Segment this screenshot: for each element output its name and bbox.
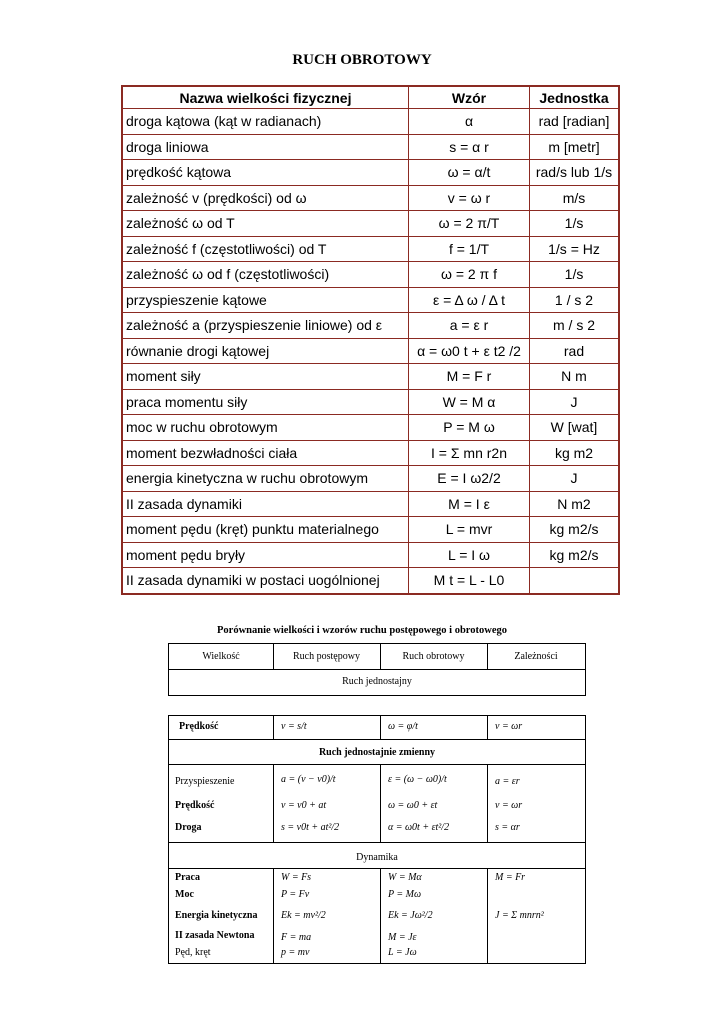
formula-velocity2-linear: v = v0 + at <box>281 800 327 811</box>
column-header-name: Nazwa wielkości fizycznej <box>122 86 409 109</box>
table-row <box>122 160 619 186</box>
formula-velocity-relation: v = ωr <box>495 721 523 732</box>
row-label-power: Moc <box>175 889 194 900</box>
quantity-name-cell: moc w ruchu obrotowym <box>122 415 409 441</box>
quantity-name-cell: zależność a (przyspieszenie liniowe) od ε <box>122 313 409 339</box>
quantity-name-cell: zależność v (prędkości) od ω <box>122 185 409 211</box>
unit-cell: N m2 <box>530 491 620 517</box>
quantity-name-cell: moment pędu (kręt) punktu materialnego <box>122 517 409 543</box>
formula-cell: M t = L - L0 <box>409 568 530 594</box>
row-label-velocity-2: Prędkość <box>175 800 215 811</box>
formula-newton-rotational: M = Jε <box>388 932 417 943</box>
table-row <box>122 211 619 237</box>
quantity-name-cell: zależność ω od T <box>122 211 409 237</box>
comparison-header-linear: Ruch postępowy <box>293 651 360 662</box>
comparison-header-quantity: Wielkość <box>202 651 240 662</box>
row-label-acceleration: Przyspieszenie <box>175 776 235 787</box>
formula-work-linear: W = Fs <box>281 872 312 883</box>
comparison-table-top <box>168 643 586 696</box>
formula-acceleration-rotational: ε = (ω − ω0)/t <box>388 774 447 785</box>
formula-cell: M = F r <box>409 364 530 390</box>
table-row <box>122 491 619 517</box>
formula-cell: f = 1/T <box>409 236 530 262</box>
quantity-name-cell: zależność ω od f (częstotliwości) <box>122 262 409 288</box>
formula-table <box>121 85 620 595</box>
table-row <box>122 440 619 466</box>
table-row <box>122 262 619 288</box>
unit-cell: m / s 2 <box>530 313 620 339</box>
unit-cell: J <box>530 389 620 415</box>
formula-distance-relation: s = αr <box>495 822 520 833</box>
unit-cell <box>530 568 620 594</box>
formula-cell: W = M α <box>409 389 530 415</box>
formula-distance-rotational: α = ω0t + εt²/2 <box>388 822 450 833</box>
formula-cell: ω = α/t <box>409 160 530 186</box>
section-dynamics: Dynamika <box>356 852 398 863</box>
table-row <box>122 338 619 364</box>
formula-power-linear: P = Fv <box>281 889 310 900</box>
unit-cell: N m <box>530 364 620 390</box>
unit-cell: 1/s <box>530 211 620 237</box>
row-label-kinetic-energy: Energia kinetyczna <box>175 910 258 921</box>
formula-cell: L = mvr <box>409 517 530 543</box>
row-label-newton-second-law: II zasada Newtona <box>175 930 255 941</box>
table-row <box>122 134 619 160</box>
quantity-name-cell: II zasada dynamiki w postaci uogólnionej <box>122 568 409 594</box>
formula-work-relation: M = Fr <box>495 872 526 883</box>
column-header-unit: Jednostka <box>530 86 620 109</box>
formula-acceleration-relation: a = εr <box>495 776 520 787</box>
unit-cell: kg m2 <box>530 440 620 466</box>
formula-acceleration-linear: a = (v − v0)/t <box>281 774 336 785</box>
unit-cell: kg m2/s <box>530 517 620 543</box>
row-label-momentum: Pęd, kręt <box>175 947 211 958</box>
formula-momentum-rotational: L = Jω <box>388 947 417 958</box>
formula-newton-linear: F = ma <box>281 932 312 943</box>
formula-cell: M = I ε <box>409 491 530 517</box>
comparison-header-rotational: Ruch obrotowy <box>402 651 465 662</box>
formula-cell: L = I ω <box>409 542 530 568</box>
formula-cell: α = ω0 t + ε t2 /2 <box>409 338 530 364</box>
formula-cell: a = ε r <box>409 313 530 339</box>
quantity-name-cell: droga liniowa <box>122 134 409 160</box>
quantity-name-cell: przyspieszenie kątowe <box>122 287 409 313</box>
formula-momentum-linear: p = mv <box>281 947 310 958</box>
table-row <box>122 236 619 262</box>
unit-cell: m/s <box>530 185 620 211</box>
formula-velocity-rotational: ω = φ/t <box>388 721 418 732</box>
unit-cell: rad [radian] <box>530 109 620 135</box>
quantity-name-cell: równanie drogi kątowej <box>122 338 409 364</box>
table-row <box>122 568 619 594</box>
table-header-row <box>122 86 619 109</box>
formula-cell: ω = 2 π/T <box>409 211 530 237</box>
unit-cell: 1 / s 2 <box>530 287 620 313</box>
quantity-name-cell: energia kinetyczna w ruchu obrotowym <box>122 466 409 492</box>
formula-kinetic-energy-relation: J = Σ mnrn² <box>495 910 544 921</box>
quantity-name-cell: II zasada dynamiki <box>122 491 409 517</box>
section-uniform-motion: Ruch jednostajny <box>342 676 412 687</box>
page-title: RUCH OBROTOWY <box>292 52 432 68</box>
quantity-name-cell: moment siły <box>122 364 409 390</box>
formula-cell: ε = Δ ω / Δ t <box>409 287 530 313</box>
table-row <box>122 466 619 492</box>
quantity-name-cell: moment bezwładności ciała <box>122 440 409 466</box>
row-label-distance: Droga <box>175 822 202 833</box>
table-row <box>122 313 619 339</box>
formula-velocity-linear: v = s/t <box>281 721 307 732</box>
unit-cell: 1/s = Hz <box>530 236 620 262</box>
column-header-formula: Wzór <box>409 86 530 109</box>
comparison-table-bottom <box>168 715 586 964</box>
table-row <box>122 389 619 415</box>
quantity-name-cell: prędkość kątowa <box>122 160 409 186</box>
row-label-work: Praca <box>175 872 200 883</box>
quantity-name-cell: zależność f (częstotliwości) od T <box>122 236 409 262</box>
formula-work-rotational: W = Mα <box>388 872 422 883</box>
row-label-velocity: Prędkość <box>179 721 219 732</box>
unit-cell: 1/s <box>530 262 620 288</box>
unit-cell: rad/s lub 1/s <box>530 160 620 186</box>
formula-distance-linear: s = v0t + at²/2 <box>281 822 340 833</box>
formula-cell: P = M ω <box>409 415 530 441</box>
section-accelerated-motion: Ruch jednostajnie zmienny <box>318 747 436 758</box>
formula-power-rotational: P = Mω <box>388 889 422 900</box>
unit-cell: W [wat] <box>530 415 620 441</box>
unit-cell: J <box>530 466 620 492</box>
unit-cell: m [metr] <box>530 134 620 160</box>
formula-cell: E = I ω2/2 <box>409 466 530 492</box>
table-row <box>122 415 619 441</box>
comparison-header-relations: Zależności <box>514 651 558 662</box>
formula-cell: v = ω r <box>409 185 530 211</box>
table-row <box>122 364 619 390</box>
quantity-name-cell: moment pędu bryły <box>122 542 409 568</box>
quantity-name-cell: droga kątowa (kąt w radianach) <box>122 109 409 135</box>
formula-cell: α <box>409 109 530 135</box>
table-row <box>122 287 619 313</box>
formula-cell: I = Σ mn r2n <box>409 440 530 466</box>
unit-cell: rad <box>530 338 620 364</box>
table-row <box>122 185 619 211</box>
table-row <box>122 109 619 135</box>
formula-cell: s = α r <box>409 134 530 160</box>
formula-kinetic-energy-rotational: Ek = Jω²/2 <box>388 910 433 921</box>
formula-velocity2-relation: v = ωr <box>495 800 523 811</box>
formula-kinetic-energy-linear: Ek = mv²/2 <box>281 910 326 921</box>
formula-velocity2-rotational: ω = ω0 + εt <box>388 800 438 811</box>
table-row <box>122 517 619 543</box>
formula-cell: ω = 2 π f <box>409 262 530 288</box>
unit-cell: kg m2/s <box>530 542 620 568</box>
comparison-table-title: Porównanie wielkości i wzorów ruchu postępowego i obrotowego <box>217 625 507 636</box>
table-row <box>122 542 619 568</box>
quantity-name-cell: praca momentu siły <box>122 389 409 415</box>
